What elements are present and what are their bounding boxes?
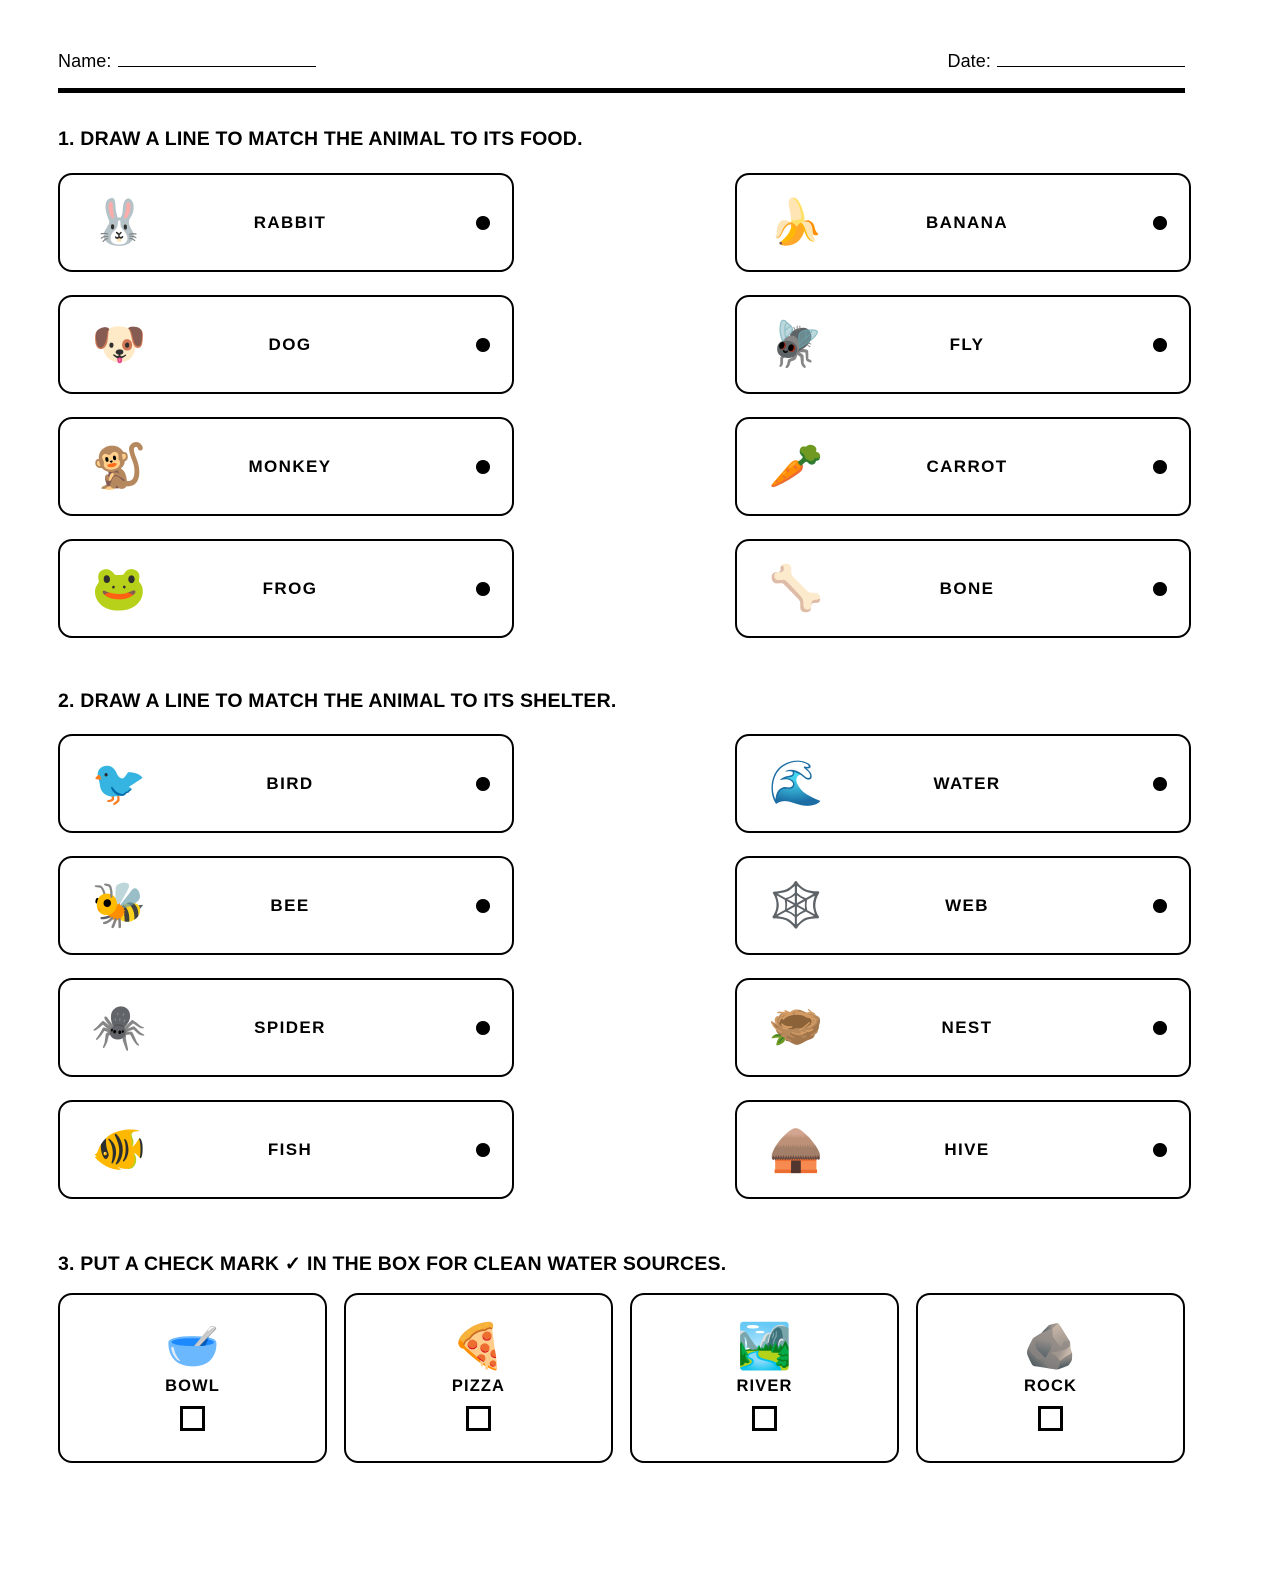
check-card-rock[interactable] [916,1293,1185,1463]
match-card-hive[interactable] [735,1100,1191,1199]
match-card-web[interactable] [735,856,1191,955]
match-card-banana[interactable] [735,173,1191,272]
match-card-carrot[interactable] [735,417,1191,516]
match-card-bone[interactable] [735,539,1191,638]
section-1-left-column [58,173,514,638]
connector-dot[interactable] [1153,460,1167,474]
connector-dot[interactable] [1153,338,1167,352]
match-card-label: BIRD [266,773,314,793]
bowl-with-spoon-icon: 🥣 [165,1322,220,1371]
fish-icon: 🐠 [91,1124,147,1174]
match-card-label: SPIDER [254,1017,326,1037]
check-card-pizza[interactable] [344,1293,613,1463]
match-card-label: FLY [949,334,985,354]
connector-dot[interactable] [476,338,490,352]
header-fields-row [58,52,1185,70]
connector-dot[interactable] [1153,1143,1167,1157]
connector-dot[interactable] [476,1021,490,1035]
match-card-label: FISH [267,1139,313,1159]
hut-hive-icon: 🛖 [768,1124,824,1174]
checkbox-bowl[interactable] [180,1406,205,1431]
match-card-label: BANANA [925,212,1009,232]
pizza-slice-icon: 🍕 [451,1322,506,1371]
connector-dot[interactable] [1153,777,1167,791]
section-2-title: 2. DRAW A LINE TO MATCH THE ANIMAL TO ITS SHELTER. [58,690,617,712]
header-divider-rule [58,88,1185,93]
connector-dot[interactable] [1153,899,1167,913]
check-card-bowl[interactable] [58,1293,327,1463]
section-3-check-area [58,1293,1185,1463]
nest-icon: 🪹 [768,1002,824,1052]
match-card-label: MONKEY [248,456,332,476]
match-card-spider[interactable] [58,978,514,1077]
match-card-bee[interactable] [58,856,514,955]
match-card-monkey[interactable] [58,417,514,516]
checkbox-pizza[interactable] [466,1406,491,1431]
section-2-right-column [735,734,1191,1199]
bee-icon: 🐝 [91,880,147,930]
connector-dot[interactable] [476,216,490,230]
match-card-rabbit[interactable] [58,173,514,272]
name-label: Name: [58,51,112,71]
frog-face-icon: 🐸 [91,563,147,613]
date-label: Date: [947,51,991,71]
rock-icon: 🪨 [1023,1322,1078,1371]
match-card-frog[interactable] [58,539,514,638]
bone-icon: 🦴 [768,563,824,613]
fly-icon: 🪰 [768,319,824,369]
date-write-line[interactable] [997,66,1185,67]
match-card-fish[interactable] [58,1100,514,1199]
match-card-bird[interactable] [58,734,514,833]
match-card-label: HIVE [944,1139,990,1159]
section-2-left-column [58,734,514,1199]
river-landscape-icon: 🏞️ [737,1322,792,1371]
match-card-label: CARROT [926,456,1008,476]
banana-icon: 🍌 [768,197,824,247]
match-card-nest[interactable] [735,978,1191,1077]
match-card-label: WEB [945,895,989,915]
connector-dot[interactable] [1153,582,1167,596]
carrot-icon: 🥕 [768,441,824,491]
match-card-water[interactable] [735,734,1191,833]
worksheet-header [58,52,1185,70]
dog-face-icon: 🐶 [91,319,147,369]
date-field[interactable] [947,52,1185,70]
connector-dot[interactable] [476,777,490,791]
match-card-label: DOG [268,334,312,354]
match-card-label: WATER [933,773,1001,793]
connector-dot[interactable] [1153,1021,1167,1035]
connector-dot[interactable] [1153,216,1167,230]
match-card-label: RABBIT [253,212,327,232]
spider-web-icon: 🕸️ [768,880,824,930]
rabbit-face-icon: 🐰 [91,197,147,247]
match-card-fly[interactable] [735,295,1191,394]
checkbox-rock[interactable] [1038,1406,1063,1431]
connector-dot[interactable] [476,460,490,474]
spider-icon: 🕷️ [91,1002,147,1052]
check-card-river[interactable] [630,1293,899,1463]
match-card-label: NEST [941,1017,993,1037]
match-card-label: FROG [262,578,318,598]
monkey-icon: 🐒 [91,441,147,491]
connector-dot[interactable] [476,582,490,596]
check-card-label: BOWL [165,1377,220,1395]
section-3-title: 3. PUT A CHECK MARK ✓ IN THE BOX FOR CLEAN WATER SOURCES. [58,1253,727,1275]
name-write-line[interactable] [118,66,316,67]
section-1-right-column [735,173,1191,638]
match-card-dog[interactable] [58,295,514,394]
match-card-label: BONE [939,578,995,598]
check-card-label: RIVER [736,1377,793,1395]
wave-icon: 🌊 [768,758,824,808]
checkbox-river[interactable] [752,1406,777,1431]
connector-dot[interactable] [476,899,490,913]
match-card-label: BEE [270,895,310,915]
bird-icon: 🐦 [91,758,147,808]
check-card-label: PIZZA [451,1377,506,1395]
name-field[interactable] [58,52,316,70]
check-card-label: ROCK [1024,1377,1077,1395]
connector-dot[interactable] [476,1143,490,1157]
section-1-title: 1. DRAW A LINE TO MATCH THE ANIMAL TO ITS FOOD. [58,128,583,150]
